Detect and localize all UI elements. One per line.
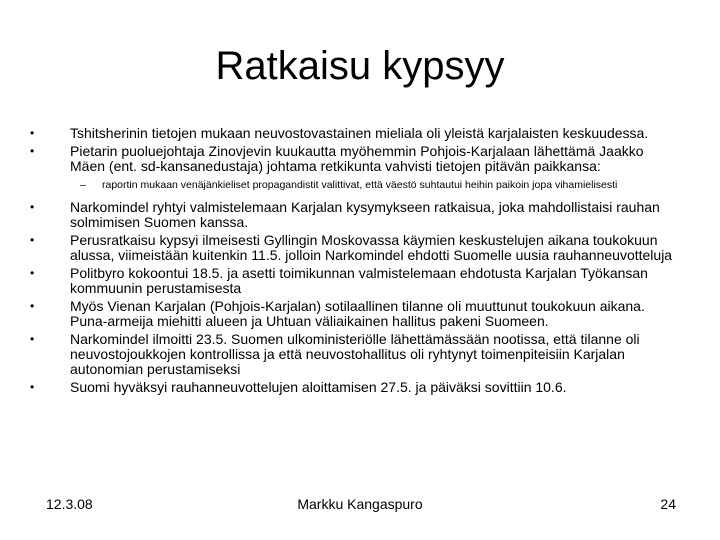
bullet-icon: •: [30, 266, 35, 280]
list-item: [28, 380, 678, 395]
bullet-text: Pietarin puoluejohtaja Zinovjevin kuukautta myöhemmin Pohjois-Karjalaan lähettämä Jaakko Mäen (ent. sd-kansanedustaja) johtama retkikunta vahvisti tietojen pitävän paikkansa:: [70, 143, 644, 174]
bullet-icon: •: [30, 233, 35, 247]
footer-author: Markku Kangaspuro: [297, 496, 423, 512]
bullet-icon: •: [30, 144, 35, 158]
list-item: [28, 266, 678, 296]
bullet-text: Suomi hyväksyi rauhanneuvottelujen aloittamisen 27.5. ja päiväksi sovittiin 10.6.: [70, 379, 567, 395]
list-item: [28, 332, 678, 377]
list-item: [28, 200, 678, 230]
list-item: [28, 299, 678, 329]
bullet-icon: •: [30, 380, 35, 394]
bullet-text: Myös Vienan Karjalan (Pohjois-Karjalan) sotilaallinen tilanne oli muuttunut toukokuun aikana. Puna-armeija miehitti alueen ja Uhtuan väliaikainen hallitus pakeni Suomeen.: [70, 298, 645, 329]
bullet-icon: •: [30, 126, 35, 140]
footer-date: 12.3.08: [46, 496, 93, 512]
bullet-icon: •: [30, 332, 35, 346]
sub-bullet-text: raportin mukaan venäjänkieliset propagandistit valittivat, että väestö suhtautui heihin paikoin jopa vihamielisesti: [102, 179, 618, 191]
bullet-text: Perusratkaisu kypsyi ilmeisesti Gyllingin Moskovassa käymien keskustelujen aikana toukokuun alussa, viimeistään kuitenkin 11.5. jolloin Narkomindel ehdotti Suomelle uusia rauhanneuvotteluja: [70, 232, 673, 263]
page-number: 24: [660, 496, 676, 512]
sub-list-item: [48, 179, 678, 191]
bullet-text: Narkomindel ryhtyi valmistelemaan Karjalan kysymykseen ratkaisua, joka mahdollistaisi rauhan solmimisen Suomen kanssa.: [70, 199, 660, 230]
dash-icon: –: [80, 179, 86, 191]
list-item: [28, 233, 678, 263]
slide-title: Ratkaisu kypsyy: [215, 44, 505, 88]
bullet-text: Politbyro kokoontui 18.5. ja asetti toimikunnan valmistelemaan ehdotusta Karjalan Työkansan kommuunin perustamisesta: [70, 265, 648, 296]
list-item: [28, 126, 678, 141]
bullet-text: Narkomindel ilmoitti 23.5. Suomen ulkoministeriölle lähettämässään nootissa, että tilanne oli neuvostojoukkojen kontrollissa ja että neuvostohallitus oli ryhtynyt toimenpiteisiin Karjalan autonomian perustamiseksi: [70, 331, 640, 377]
bullet-icon: •: [30, 299, 35, 313]
bullet-text: Tshitsherinin tietojen mukaan neuvostovastainen mieliala oli yleistä karjalaisten keskuudessa.: [70, 125, 649, 141]
bullet-icon: •: [30, 200, 35, 214]
bullet-list: [28, 126, 678, 395]
list-item: [28, 144, 678, 174]
